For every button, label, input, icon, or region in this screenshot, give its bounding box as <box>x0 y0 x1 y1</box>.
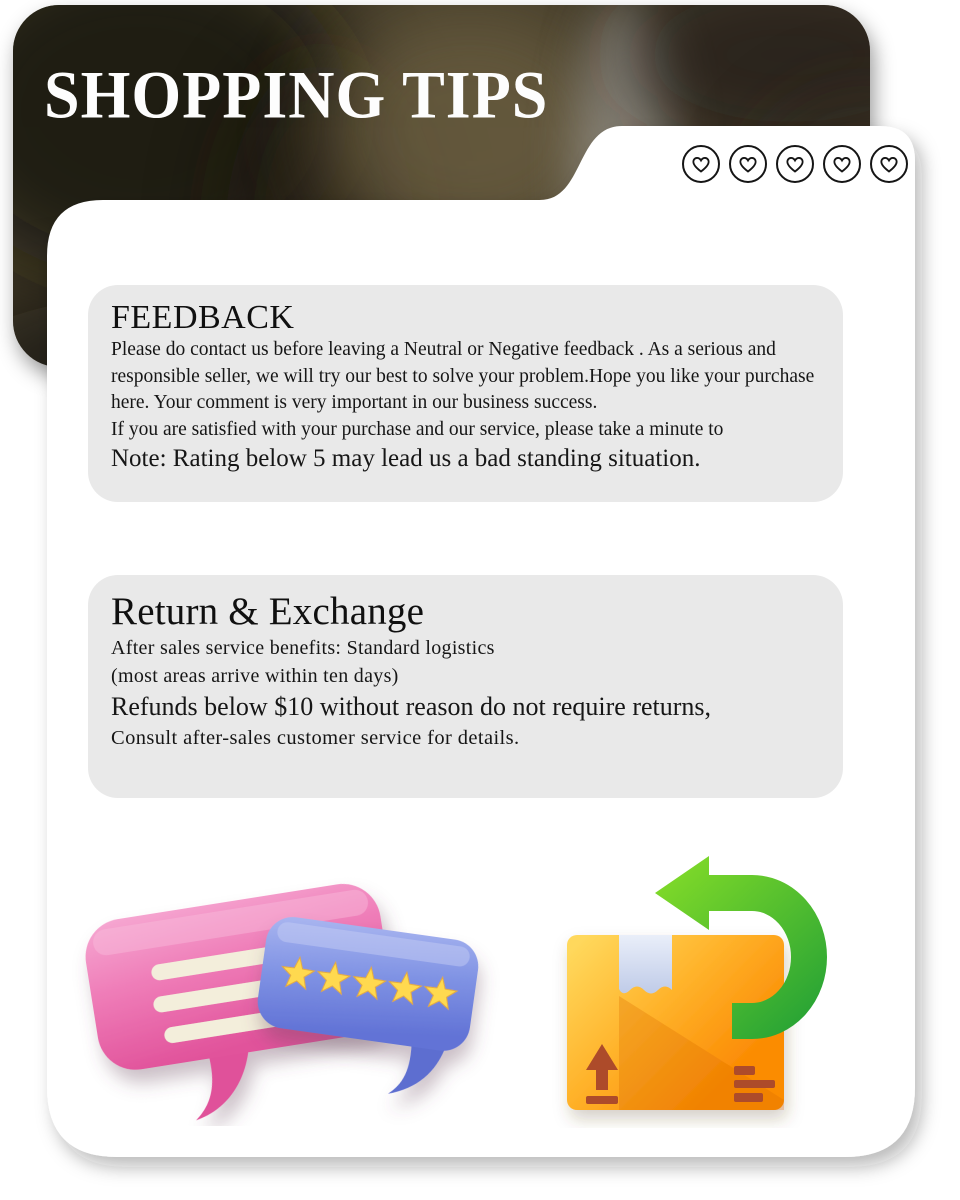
return-line-2: (most areas arrive within ten days) <box>111 665 399 687</box>
heart-icon <box>823 145 861 183</box>
heart-icon <box>682 145 720 183</box>
heart-icon <box>776 145 814 183</box>
feedback-note: Note: Rating below 5 may lead us a bad standing situation. <box>111 445 701 472</box>
return-package-illustration <box>552 848 902 1128</box>
heart-icon <box>870 145 908 183</box>
feedback-title: FEEDBACK <box>111 299 295 336</box>
page-title: SHOPPING TIPS <box>44 57 549 133</box>
return-line-3: Consult after-sales customer service for details. <box>111 727 520 749</box>
blue-review-bubble <box>247 914 481 1104</box>
feedback-body: Please do contact us before leaving a Neutral or Negative feedback . As a serious and responsible seller, we will try our best to solve your problem.Hope you like your purchase here. Your comment is very important in our business success. <box>111 339 815 413</box>
return-exchange-panel <box>88 575 843 798</box>
feedback-panel <box>88 285 843 502</box>
return-title: Return & Exchange <box>111 590 425 633</box>
return-highlight: Refunds below $10 without reason do not require returns, <box>111 692 712 721</box>
feedback-chat-illustration <box>68 866 508 1126</box>
heart-icon <box>729 145 767 183</box>
rating-hearts <box>682 145 908 183</box>
return-line-1: After sales service benefits: Standard logistics <box>111 637 495 659</box>
box-tape <box>619 935 672 994</box>
feedback-body-2: If you are satisfied with your purchase and our service, please take a minute to <box>111 418 724 440</box>
